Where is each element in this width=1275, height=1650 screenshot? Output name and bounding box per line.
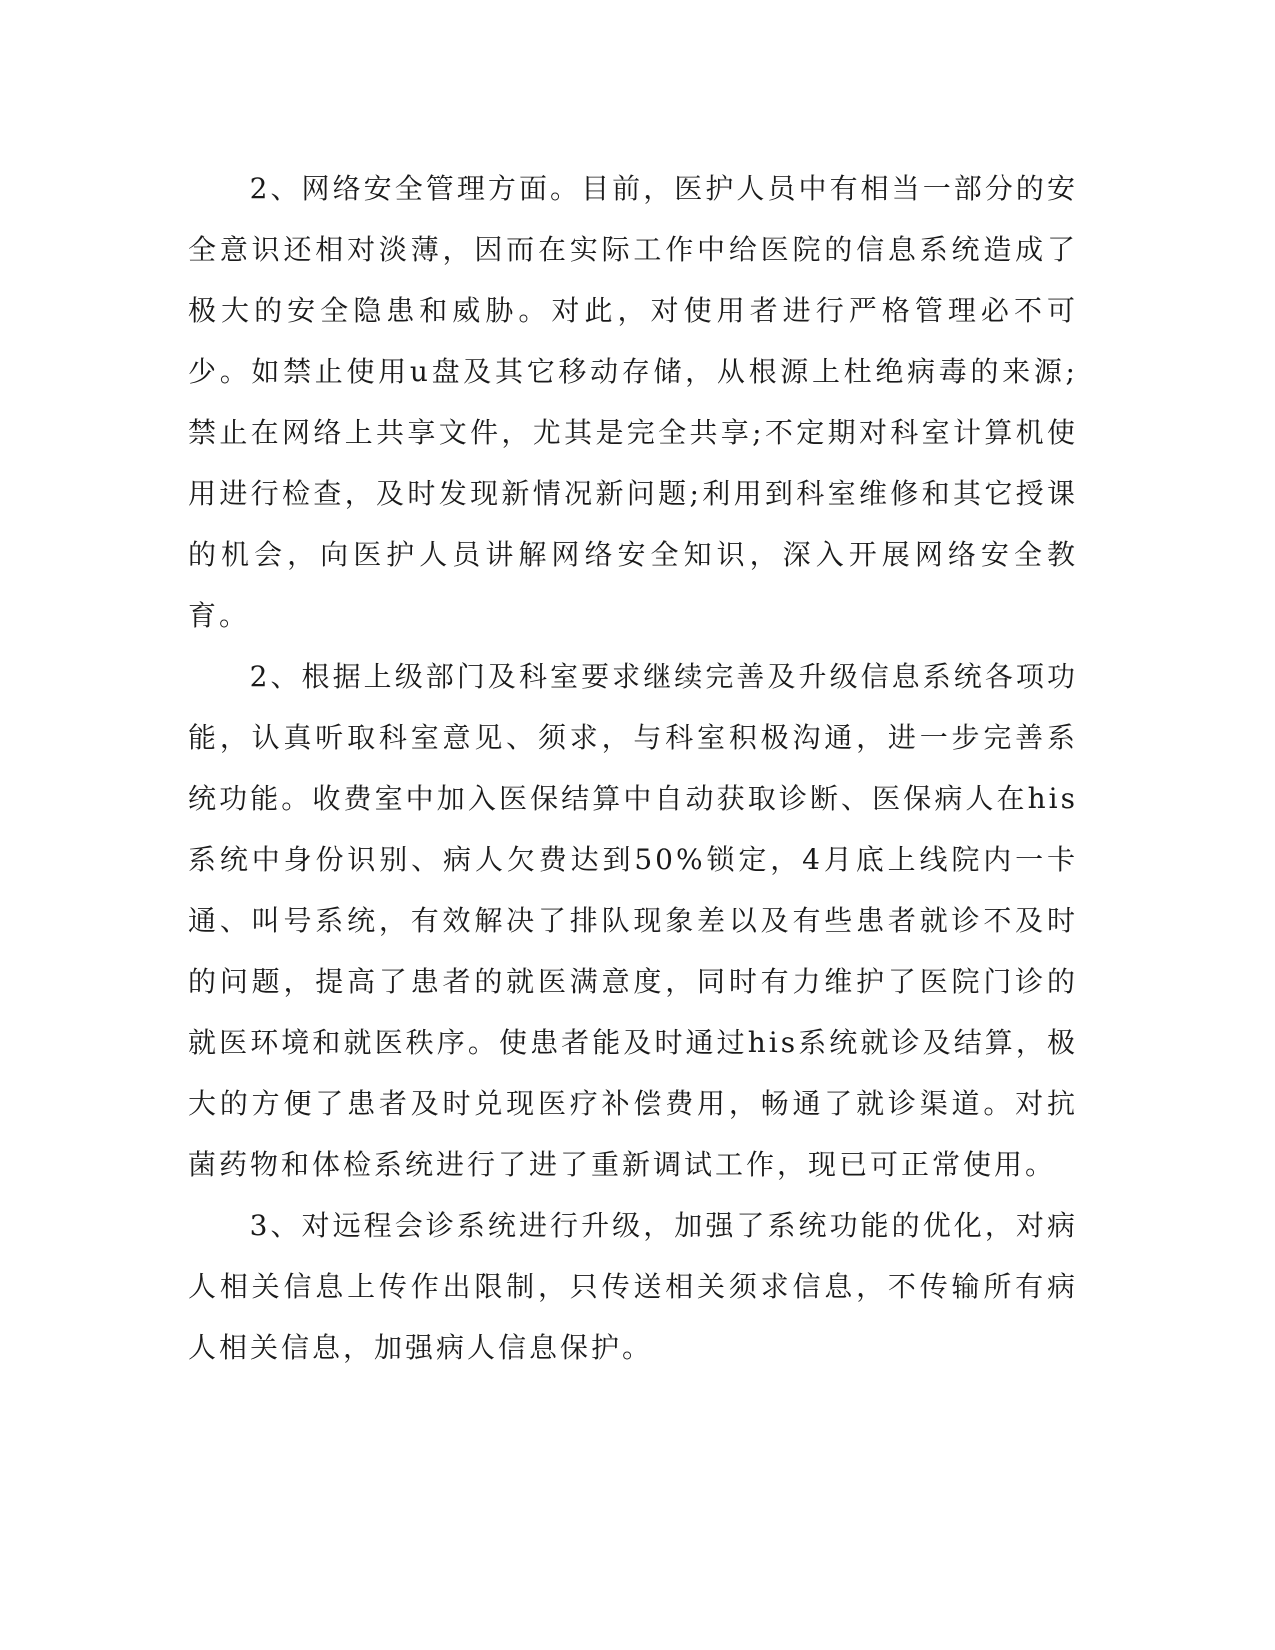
paragraph-system-upgrade: 2、根据上级部门及科室要求继续完善及升级信息系统各项功能，认真听取科室意见、须求，与科室积极沟通，进一步完善系统功能。收费室中加入医保结算中自动获取诊断、医保病人在his系统中身份识别、病人欠费达到50%锁定，4月底上线院内一卡通、叫号系统，有效解决了排队现象差以及有些患者就诊不及时的问题，提高了患者的就医满意度，同时有力维护了医院门诊的就医环境和就医秩序。使患者能及时通过his系统就诊及结算，极大的方便了患者及时兑现医疗补偿费用，畅通了就诊渠道。对抗菌药物和体检系统进行了进了重新调试工作，现已可正常使用。 bbox=[188, 660, 1078, 1181]
paragraph-remote-consultation: 3、对远程会诊系统进行升级，加强了系统功能的优化，对病人相关信息上传作出限制，只传送相关须求信息，不传输所有病人相关信息，加强病人信息保护。 bbox=[188, 1209, 1078, 1364]
document-body bbox=[188, 158, 1078, 1378]
paragraph-network-security: 2、网络安全管理方面。目前，医护人员中有相当一部分的安全意识还相对淡薄，因而在实际工作中给医院的信息系统造成了极大的安全隐患和威胁。对此，对使用者进行严格管理必不可少。如禁止使用u盘及其它移动存储，从根源上杜绝病毒的来源;禁止在网络上共享文件，尤其是完全共享;不定期对科室计算机使用进行检查，及时发现新情况新问题;利用到科室维修和其它授课的机会，向医护人员讲解网络安全知识，深入开展网络安全教育。 bbox=[188, 172, 1078, 632]
